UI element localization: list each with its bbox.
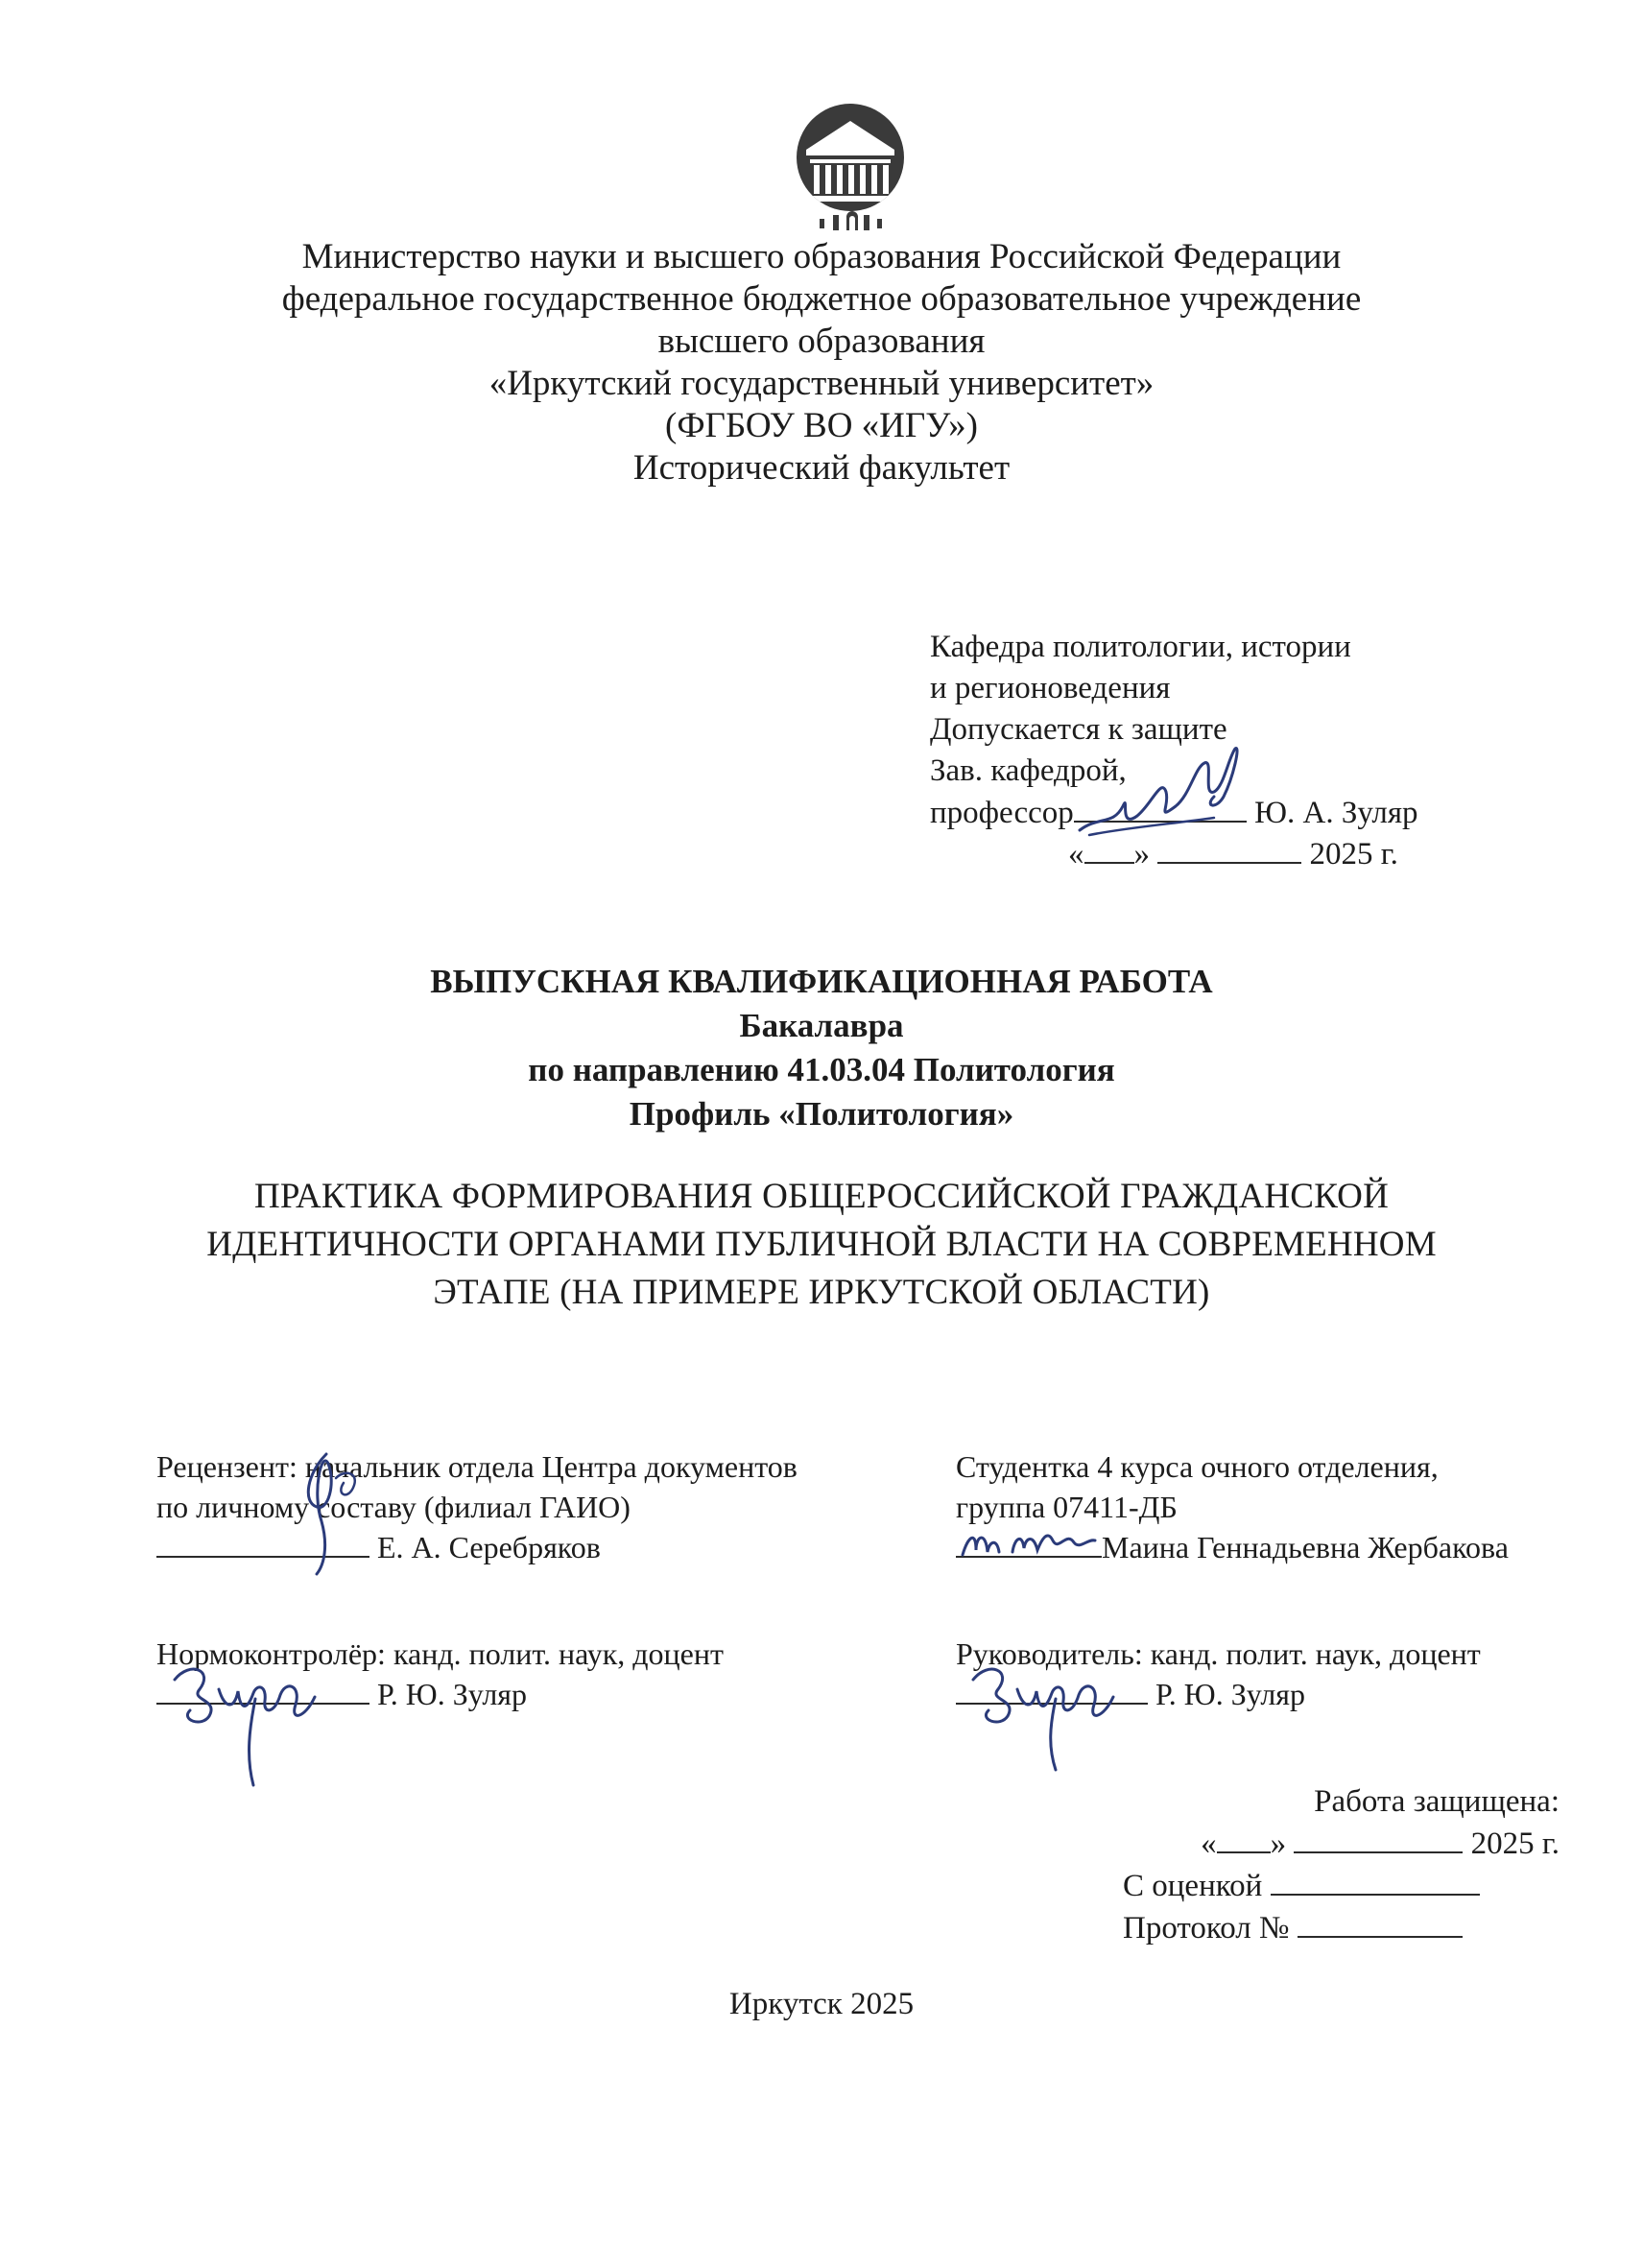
student-line-2: группа 07411-ДБ bbox=[956, 1490, 1178, 1524]
approval-year: 2025 г. bbox=[1309, 837, 1398, 871]
norm-controller-line-1: Нормоконтролёр: канд. полит. наук, доцент bbox=[156, 1636, 724, 1671]
grade-line bbox=[1123, 1865, 1560, 1907]
topic-block bbox=[0, 1173, 1643, 1317]
header-block bbox=[0, 236, 1643, 489]
date-close-quote: » bbox=[1133, 837, 1150, 871]
student-line-1: Студентка 4 курса очного отделения, bbox=[956, 1449, 1439, 1484]
admitted-line: Допускается к защите bbox=[930, 712, 1227, 747]
head-name: Ю. А. Зуляр bbox=[1254, 796, 1418, 830]
institution-type-line-2: высшего образования bbox=[657, 322, 986, 361]
head-title-line: Зав. кафедрой, bbox=[930, 753, 1127, 788]
head-signature-icon bbox=[1070, 739, 1262, 845]
defense-month-underline bbox=[1294, 1823, 1463, 1853]
work-type: ВЫПУСКНАЯ КВАЛИФИКАЦИОННАЯ РАБОТА bbox=[430, 963, 1213, 1000]
grade-label: С оценкой bbox=[1123, 1869, 1263, 1903]
direction: по направлению 41.03.04 Политология bbox=[528, 1051, 1115, 1088]
defense-year: 2025 г. bbox=[1470, 1826, 1560, 1861]
defense-day-underline bbox=[1217, 1823, 1271, 1853]
defense-status: Работа защищена: bbox=[1314, 1784, 1560, 1819]
topic-line-2: ИДЕНТИЧНОСТИ ОРГАНАМИ ПУБЛИЧНОЙ ВЛАСТИ НА СОВРЕМЕННОМ bbox=[206, 1225, 1437, 1264]
work-type-block bbox=[0, 960, 1643, 1136]
norm-controller-name: Р. Ю. Зуляр bbox=[377, 1677, 527, 1711]
protocol-label: Протокол № bbox=[1123, 1911, 1290, 1946]
university-building-logo-icon bbox=[793, 100, 908, 234]
reviewer-line-1: Рецензент: начальник отдела Центра документов bbox=[156, 1449, 798, 1484]
grade-underline bbox=[1271, 1865, 1480, 1896]
reviewer-signature-icon bbox=[269, 1435, 374, 1579]
degree: Бакалавра bbox=[739, 1007, 904, 1044]
protocol-line bbox=[1123, 1907, 1560, 1949]
topic-line-3: ЭТАПЕ (НА ПРИМЕРЕ ИРКУТСКОЙ ОБЛАСТИ) bbox=[433, 1273, 1210, 1312]
supervisor-signature-icon bbox=[960, 1651, 1152, 1776]
supervisor-name: Р. Ю. Зуляр bbox=[1155, 1677, 1305, 1711]
topic-line-1: ПРАКТИКА ФОРМИРОВАНИЯ ОБЩЕРОССИЙСКОЙ ГРАЖДАНСКОЙ bbox=[253, 1177, 1389, 1216]
professor-label: профессор bbox=[930, 796, 1074, 830]
institution-type-line: федеральное государственное бюджетное образовательное учреждение bbox=[281, 279, 1362, 319]
defense-block bbox=[1123, 1781, 1560, 1949]
department-line-1: Кафедра политологии, истории bbox=[930, 630, 1351, 664]
city-year: Иркутск 2025 bbox=[728, 1987, 915, 2021]
university-abbreviation: (ФГБОУ ВО «ИГУ») bbox=[665, 406, 978, 445]
defense-date-close-quote: » bbox=[1270, 1826, 1287, 1861]
defense-date-line bbox=[1123, 1823, 1560, 1865]
defense-date-open-quote: « bbox=[1201, 1826, 1217, 1861]
ministry-line: Министерство науки и высшего образования Российской Федерации bbox=[301, 237, 1342, 276]
reviewer-signature-line bbox=[156, 1527, 798, 1567]
norm-controller-signature-icon bbox=[161, 1651, 353, 1795]
profile: Профиль «Политология» bbox=[629, 1095, 1014, 1133]
date-open-quote: « bbox=[1068, 837, 1084, 871]
protocol-underline bbox=[1298, 1907, 1463, 1938]
reviewer-name: Е. А. Серебряков bbox=[377, 1530, 601, 1564]
department-line-2: и регионоведения bbox=[930, 671, 1171, 705]
reviewer-block bbox=[156, 1446, 798, 1567]
reviewer-line-2: по личному составу (филиал ГАИО) bbox=[156, 1490, 631, 1524]
supervisor-line-1: Руководитель: канд. полит. наук, доцент bbox=[956, 1636, 1481, 1671]
faculty-name: Исторический факультет bbox=[632, 448, 1011, 488]
university-name: «Иркутский государственный университет» bbox=[488, 364, 1155, 403]
student-signature-icon bbox=[955, 1512, 1108, 1569]
student-name: Маина Геннадьевна Жербакова bbox=[1102, 1530, 1509, 1564]
